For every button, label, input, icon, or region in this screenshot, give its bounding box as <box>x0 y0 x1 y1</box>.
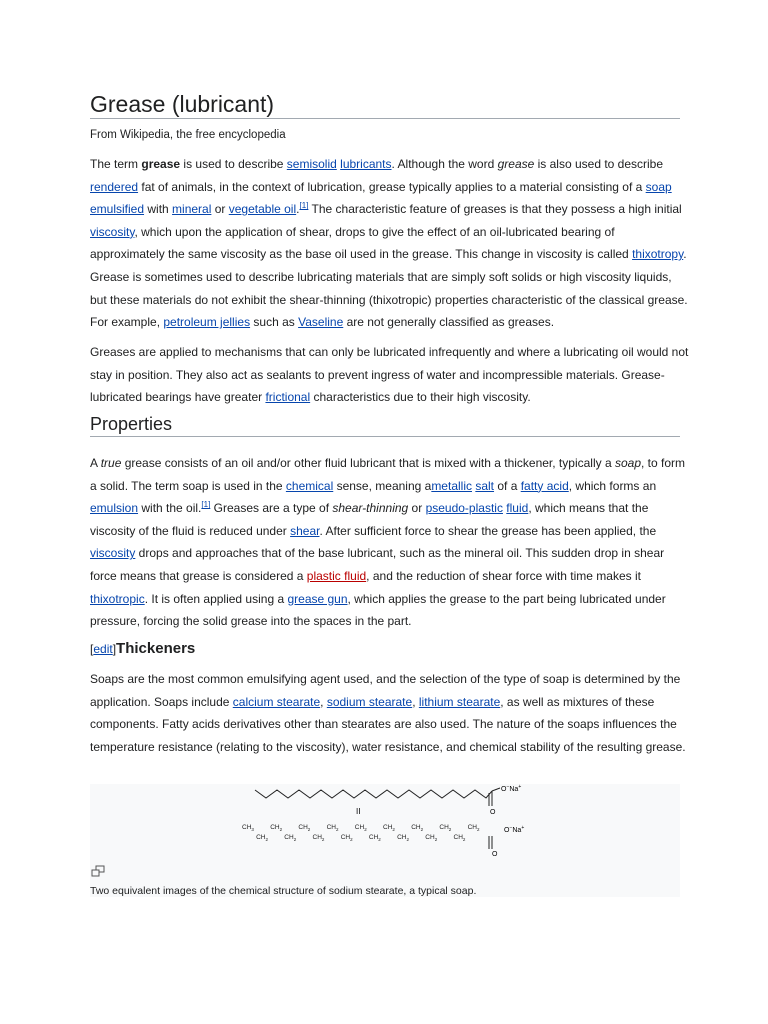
condensed-formula <box>242 824 480 842</box>
thickeners-paragraph: Soaps are the most common emulsifying agent used, and the selection of the type of soap is determined by the application. Soaps include calcium stearate, sodium stearate, lithium stearate, as well as mixtures of these components. Fatty acids derivatives other than stearates are also used. The nature of the soaps influences the temperature resistance (relating to the viscosity), water resistance, and chemical stability of the resulting grease. <box>90 672 686 754</box>
methylene-group: $CH_2$ <box>439 824 452 832</box>
link-vaseline[interactable]: Vaseline <box>298 315 344 330</box>
methylene-group: $CH_2$ <box>383 824 395 832</box>
reference-link[interactable]: [1] <box>201 500 211 510</box>
link-grease-gun[interactable]: grease gun <box>287 591 348 606</box>
methylene-group: $CH_2$ <box>354 824 367 832</box>
link-fluid[interactable]: fluid <box>506 501 529 516</box>
methylene-group: $CH_2$ <box>397 834 410 842</box>
methylene-group: $CH_2$ <box>467 824 480 832</box>
tagline: From Wikipedia, the free encyclopedia <box>90 129 286 141</box>
link-rendered[interactable]: rendered <box>90 179 139 194</box>
link-sodium-stearate[interactable]: sodium stearate <box>326 694 413 709</box>
link-petroleum-jellies[interactable]: petroleum jellies <box>163 315 251 330</box>
methylene-group: $CH_2$ <box>340 834 353 842</box>
link-vegetable-oil[interactable]: vegetable oil <box>228 202 297 217</box>
methyl-group: $CH_3$ <box>242 824 254 832</box>
methylene-group: $CH_2$ <box>425 834 438 842</box>
intro-paragraph-1: The term grease is used to describe semisolid lubricants. Although the word grease is also used to describe rendered fat of animals, in the context of lubrication, grease typically applies to a material consisting of a soap emulsified with mineral or vegetable oil.[1] The characteristic feature of greases is that they possess a high initial viscosity, which upon the application of shear, drops to give the effect of an oil-lubricated bearing of approximately the same viscosity as the base oil used in the grease. This change in viscosity is called thixotropy. Grease is sometimes used to describe lubricating materials that are simply soft solids or high viscosity liquids, but these materials do not exhibit the shear-thinning (thixotropic) properties characteristic of the classical grease. For example, petroleum jellies such as Vaseline are not generally classified as greases. <box>90 157 688 330</box>
methylene-group: $CH_2$ <box>312 834 325 842</box>
link-plastic-fluid[interactable]: plastic fluid <box>306 568 367 583</box>
section-heading-properties: Properties <box>90 412 680 437</box>
svg-text:O−Na+: O−Na+ <box>504 825 525 834</box>
svg-text:O: O <box>490 809 496 816</box>
link-frictional[interactable]: frictional <box>265 390 311 405</box>
figure-sodium-stearate <box>90 784 680 897</box>
link-chemical[interactable]: chemical <box>285 478 334 493</box>
methylene-group: $CH_2$ <box>284 834 297 842</box>
link-emulsion[interactable]: emulsion <box>90 501 139 516</box>
magnify-icon[interactable] <box>91 865 105 877</box>
skeletal-formula-chain <box>255 790 492 798</box>
link-pseudo-plastic[interactable]: pseudo-plastic <box>425 501 503 516</box>
methylene-group: $CH_2$ <box>256 834 269 842</box>
methylene-group: $CH_2$ <box>326 824 339 832</box>
link-metallic[interactable]: metallic <box>431 478 472 493</box>
methylene-group: $CH_2$ <box>270 824 283 832</box>
section-heading-thickeners: [edit]Thickeners <box>90 640 196 657</box>
link-viscosity-2[interactable]: viscosity <box>90 546 136 561</box>
svg-text:O−Na+: O−Na+ <box>501 784 522 793</box>
link-thixotropy[interactable]: thixotropy <box>632 247 684 262</box>
link-viscosity[interactable]: viscosity <box>90 224 135 239</box>
link-lithium-stearate[interactable]: lithium stearate <box>418 694 501 709</box>
properties-paragraph: A true grease consists of an oil and/or other fluid lubricant that is mixed with a thickener, typically a soap, to form a solid. The term soap is used in the chemical sense, meaning ametallic salt of a fatty acid, which forms an emulsion with the oil.[1] Greases are a type of shear-thinning or pseudo-plastic fluid, which means that the viscosity of the fluid is reduced under shear. After sufficient force to shear the grease has been applied, the viscosity drops and approaches that of the base lubricant, such as the mineral oil. This sudden drop in shear force means that grease is considered a plastic fluid, and the reduction of shear force with time makes it thixotropic. It is often applied using a grease gun, which applies the grease to the part being lubricated under pressure, forcing the solid grease into the spaces in the part. <box>90 456 686 629</box>
bold-term: grease <box>141 157 181 171</box>
link-emulsified[interactable]: emulsified <box>90 202 145 217</box>
figure-caption: Two equivalent images of the chemical structure of sodium stearate, a typical soap. <box>90 885 477 897</box>
link-soap[interactable]: soap <box>645 179 672 194</box>
edit-link[interactable]: edit <box>93 642 113 656</box>
link-thixotropic[interactable]: thixotropic <box>90 591 145 606</box>
link-calcium-stearate[interactable]: calcium stearate <box>232 694 321 709</box>
link-salt[interactable]: salt <box>475 478 495 493</box>
link-lubricants[interactable]: lubricants <box>340 157 392 171</box>
methylene-group: $CH_2$ <box>453 834 466 842</box>
equivalence-sign: II <box>356 807 361 816</box>
methylene-group: $CH_2$ <box>368 834 381 842</box>
methylene-group: $CH_2$ <box>298 824 311 832</box>
methylene-group: $CH_2$ <box>411 824 424 832</box>
link-semisolid[interactable]: semisolid <box>286 157 337 171</box>
svg-text:O: O <box>492 851 498 858</box>
reference-link[interactable]: [1] <box>299 201 309 211</box>
link-fatty-acid[interactable]: fatty acid <box>520 478 569 493</box>
page-title: Grease (lubricant) <box>90 89 680 119</box>
chemical-structure-diagram[interactable] <box>90 784 680 884</box>
link-shear[interactable]: shear <box>290 523 320 538</box>
intro-paragraph-2: Greases are applied to mechanisms that can only be lubricated infrequently and where a lubricating oil would not stay in position. They also act as sealants to prevent ingress of water and incompressible materials. Grease-lubricated bearings have greater frictional characteristics due to their high viscosity. <box>90 345 689 405</box>
link-mineral[interactable]: mineral <box>172 202 212 217</box>
